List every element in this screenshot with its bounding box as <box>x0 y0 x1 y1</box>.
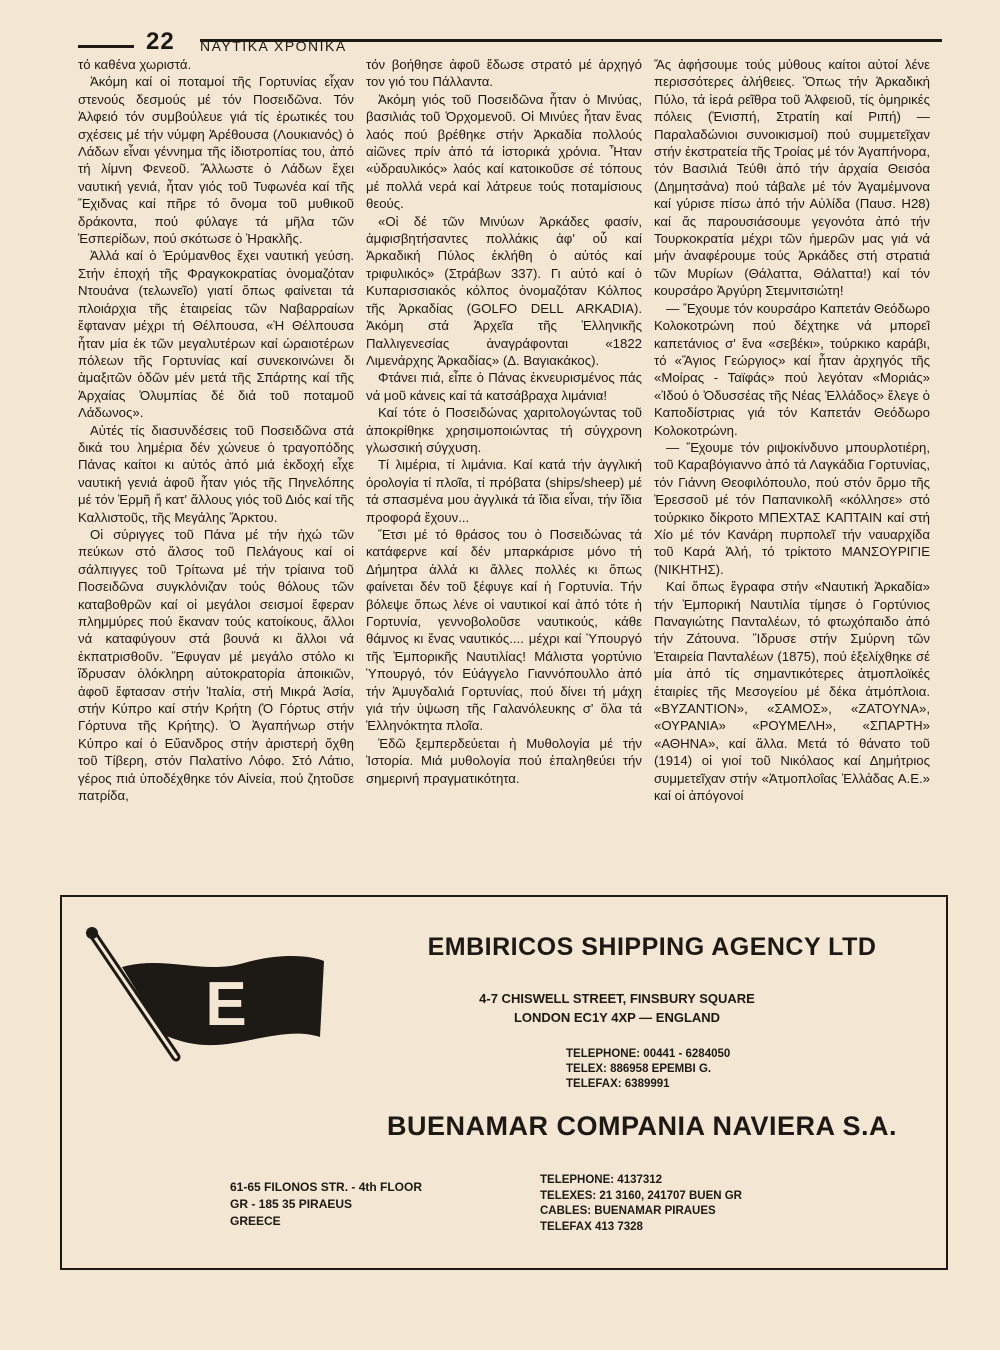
paragraph: Αὐτές τίς διασυνδέσεις τοῦ Ποσειδῶνα στά δικά του λημέρια δέν χώνευε ὁ τραγοπόδης Πάνας καίτοι κι αὐτός ἀπό μιά ἐκδοχή εἶχε ναυτική γενιά ἀφοῦ ἦταν γιός τῆς Πηνελόπης μέ τόν Ἑρμῆ ἤ κατ' ἄλλους γιός τοῦ Διός καί τῆς Καλλιστοῦς, τῆς Μεγάλης Ἄρκτου. <box>78 422 354 525</box>
paragraph: Ἀκόμη καί οἱ ποταμοί τῆς Γορτυνίας εἶχαν στενούς δεσμούς μέ τόν Ποσειδῶνα. Τόν Ἀλφειό τόν συμβούλευε γιά τίς ἐρωτικές του σχέσεις μέ τήν νύμφη Ἀρέθουσα (Λουκιανός) ὁ Λάδων εἶναι γέννημα τῆς ἰδιοτροπίας του, ἀπό τή λίμνη Φενεοῦ. Ἄλλωστε ὁ Λάδων ἔχει ναυτική γενιά, ἦταν γιός τοῦ Τυφωνέα καί τῆς Ἔχιδνας καί πῆρε τό ὄνομα τοῦ μυθικοῦ δράκοντα, πού φύλαγε τά μῆλα τῶν Ἑσπερίδων, πού σκότωσε ὁ Ἡρακλῆς. <box>78 74 354 247</box>
header-rule-left <box>78 45 134 48</box>
paragraph: Φτάνει πιά, εἶπε ὁ Πάνας ἐκνευρισμένος πάς νά μοῦ κάνεις καί τά κατσάβραχα λιμάνια! <box>366 370 642 403</box>
contact-block-buenamar <box>540 1173 920 1235</box>
contact-block-embiricos <box>566 1047 866 1092</box>
contact-line: TELEPHONE: 00441 - 6284050 <box>566 1048 731 1060</box>
paragraph: Καί ὅπως ἔγραφα στήν «Ναυτική Ἀρκαδία» τήν Ἐμπορική Ναυτιλία τίμησε ὁ Γορτύνιος Παναγιώτης Πανταλέων, τό φτωχόπαιδο ἀπό τήν Ζάτουνα. Ἵδρυσε στήν Σμύρνη τῶν Ἑταιρεία Πανταλέων (1875), πού ἐξελίχθηκε σέ μία ἀπό τίς σημαντικότερες ἀτμοπλοϊκές ἑταιρίες τῆς Μεσογείου μέ δέκα ἀτμόπλοια. «ΒΥΖΑΝΤΙΟΝ», «ΣΑΜΟΣ», «ΖΑΤΟΥΝΑ», «ΟΥΡΑΝΙΑ» «ΡΟΥΜΕΛΗ», «ΣΠΑΡΤΗ» «ΑΘΗΝΑ», καί ἄλλα. Μετά τό θάνατο τοῦ (1914) οἱ γιοί τοῦ Νικόλαος καί Δημήτριος συμμετεῖχαν στήν «Ἀτμοπλοΐας Ἑλλάδας Α.Ε.» καί οἱ ἀπόγονοί <box>654 579 930 804</box>
flag-logo-icon <box>84 925 334 1065</box>
address-line: GREECE <box>230 1214 281 1228</box>
paragraph: τόν βοήθησε ἀφοῦ ἔδωσε στρατό μέ ἀρχηγό τον γιό του Πάλλαντα. <box>366 57 642 90</box>
paragraph: Ἐδῶ ξεμπερδεύεται ἡ Μυθολογία μέ τήν Ἱστορία. Μιά μυθολογία πού ἐπαληθεύει τήν σημερινή πραγματικότητα. <box>366 735 642 786</box>
contact-line: TELEFAX: 6389991 <box>566 1078 670 1090</box>
paragraph: Ἀκόμη γιός τοῦ Ποσειδῶνα ἦταν ὁ Μινύας, βασιλιάς τοῦ Ὀρχομενοῦ. Οἱ Μινύες ἦταν ἕνας λαός πού βρέθηκε στήν Ἀρκαδία πολλούς αἰῶνες πρίν ἀπό τά ἱστορικά χρόνια. Ἦταν «ὑδραυλικός» λαός καί κατοικοῦσε σέ τόπους μέ πολλά νερά καί λάτρευε τούς ποταμίσιους θεούς. <box>366 91 642 212</box>
flag-letter: E <box>205 970 247 1039</box>
article-body <box>78 56 942 892</box>
page-number: 22 <box>146 28 175 55</box>
contact-line: CABLES: BUENAMAR PIRAUES <box>540 1205 716 1217</box>
paragraph: Ἄς ἀφήσουμε τούς μύθους καίτοι αὐτοί λένε περισσότερες ἀλήθειες. Ὅπως τήν Ἀρκαδική Πύλο, τά ἱερά ρεῖθρα τοῦ Ἀλφειοῦ, τίς ὁμηρικές πόλεις (Ἐνισπή, Στρατίη καί Ριπή) — Παραλαδώνιοι συνοικισμοί) πού συμμετεῖχαν στήν ἐκστρατεία τῆς Τροίας μέ τόν Ἀγαπήνορα, τόν Βασιλιά Τεύθι ἀπό τήν ἀρχαία Θεισόα (Δημητσάνα) πού τάβαλε μέ τόν Ἀγαμέμνονα καί γύρισε πίσω ἀπό τήν Αὐλίδα (Παυσ. Η28) καί ἄς παρουσιάσουμε γεγονότα ἀπό τήν Τουρκοκρατία μέχρι τῶν ἡμερῶν μας γιά νά μήν ἀναφέρουμε τούς Ἀρκάδες στή στρατιά τῶν Μυρίων (Θάλαττα, Θάλαττα!) καί τόν κουρσάρο Ἀργύρη Στεμνιτσιώτη! <box>654 57 930 299</box>
contact-line: TELEX: 886958 EPEMBI G. <box>566 1063 712 1075</box>
paragraph: «Οἱ δέ τῶν Μινύων Ἀρκάδες φασίν, ἀμφισβητήσαντες πολλάκις ἀφ' οὗ καί Ἀρκαδική Πύλος ἐκλήθη ὁ αὐτός καί τριφυλικός» (Στράβων 337). Γι αὐτό καί ὁ Κυπαρισσιακός κόλπος ὀνομαζόταν Κόλπος τῆς Ἀρκαδίας (GOLFO DELL ARKADIA). Ἀκόμη στά Ἀρχεῖα τῆς Ἑλληνικῆς Παλλιγενεσίας ἀναγράφονται «1822 Λιμενάρχης Ἀρκαδίας» (Δ. Βαγιακάκος). <box>366 213 642 368</box>
contact-line: TELEFAX 413 7328 <box>540 1220 643 1233</box>
address-line: 61-65 FILONOS STR. - 4th FLOOR <box>230 1180 423 1194</box>
paragraph: — Ἔχουμε τόν κουρσάρο Καπετάν Θεόδωρο Κολοκοτρώνη πού δέχτηκε νά μπορεῖ καπετάνιος σ' ἕνα «σεβέκι», τούρκικο καράβι, τό «Ἅγιος Γεώργιος» καί ἦταν ἀρχηγός τῆς «Μοίρας - Ταϊφάς» πού λεγόταν «Μοριάς» «Ἰδού ὁ Ὀδυσσέας τῆς Νέας Ἑλλάδος» ἔλεγε ὁ Καποδίστριας γιά τόν Καπετάν Θεόδωρο Κολοκοτρώνη. <box>654 300 930 438</box>
publication-title: ΝΑΥΤΙΚΑ ΧΡΟΝΙΚΑ <box>200 38 347 54</box>
address-block-buenamar <box>230 1179 480 1230</box>
advertisement-box <box>60 895 948 1270</box>
contact-line: TELEPHONE: 4137312 <box>540 1174 663 1186</box>
paragraph: τό καθένα χωριστά. <box>78 57 192 72</box>
article-column-2 <box>366 56 642 892</box>
company-name-embiricos: EMBIRICOS SHIPPING AGENCY LTD <box>427 933 877 961</box>
paragraph: Οἱ σύριγγες τοῦ Πάνα μέ τήν ἠχώ τῶν πεύκων στό ἄλσος τοῦ Πελάγους καί οἱ σάλπιγγες τοῦ Τρίτωνα μέ τήν τρίαινα τοῦ Ποσειδῶνα συγκλόνιζαν τούς θόλους τῶν καταβοθρῶν καί οἱ μεγάλοι σεισμοί ἔφεραν πλημμύρες πού ἔκαναν τούς κατοίκους, ἄλλοι νά καταφύγουν στά βουνά κι ἄλλοι νά ἐκπατρισθοῦν. Ἔφυγαν μέ μεγάλο στόλο κι ἵδρυσαν ὁλόκληρη αὐτοκρατορία ἀποικιῶν, ἀφοῦ ἔφτασαν στήν Ἰταλία, στή Μικρά Ἀσία, στήν Κύπρο καί στήν Κρήτη (Ὁ Γόρτυς στήν Γόρτυνα τῆς Κρήτης). Ὁ Ἀγαπήνωρ στήν Κύπρο καί ὁ Εὔανδρος στήν ἀριστερή ὄχθη τοῦ Τίβερη, στόν Παλατίνο Λόφο. Στό Λάτιο, γέρος πιά ὑποδέχθηκε τόν Αἰνεία, πού ζητοῦσε πατρίδα, <box>78 526 354 804</box>
paragraph: — Ἔχουμε τόν ριψοκίνδυνο μπουρλοτιέρη, τοῦ Καραβόγιαννο ἀπό τά Λαγκάδια Γορτυνίας, τόν Γιάννη Θεοφιλόπουλο, πού στόν ὅρμο τῆς Ἐρεσσοῦ μέ τόν Παπανικολῆ «κόλλησε» στό τούρκικο δίκροτο ΜΠΕΧΤΑΣ ΚΑΠΤΑΙΝ καί στή Χίο μέ τόν Κανάρη πυρπολεῖ τήν ναυαρχίδα τοῦ Καρά Ἀλή, τό τρίκτοτο ΜΑΝΣΟΥΡΙΓΙΕ (ΝΙΚΗΤΗΣ). <box>654 439 930 577</box>
paragraph: Καί τότε ὁ Ποσειδώνας χαριτολογώντας τοῦ ἀποκρίθηκε χρησιμοποιώντας τή σύγχρονη γλωσσική σύγχυση. <box>366 405 642 455</box>
paragraph: Ἀλλά καί ὁ Ἐρύμανθος ἔχει ναυτική γεύση. Στήν ἐποχή τῆς Φραγκοκρατίας ὀνομαζόταν Ντουάνα (τελωνεῖο) γιατί ὅπως φαίνεται τά πλοιάρχια τῆς ἑταιρείας τῶν Ναβαρραίων ἔφταναν μέχρι τή Θέλπουσα, «Ἡ Θέλπουσα ἦταν μία ἐκ τῶν μεγαλυτέρων καί ὡραιοτέρων πόλεων τῆς Γορτυνίας καί συνεκοινώνει δι ἁμαξιτῶν ὁδῶν μέν μετά τῆς Σπάρτης καί τῆς Ἀρχαίας Ὀλυμπίας δέ διά τοῦ ποταμοῦ Λάδωνος». <box>78 248 354 421</box>
paragraph: Τί λιμέρια, τί λιμάνια. Καί κατά τήν ἀγγλική ὁρολογία τί πλοῖα, τί πρόβατα (ships/sheep) μέ τά σπασμένα μου ἀγγλικά τά ἴδια εἶναι, τήν ἴδια προφορά ἔχουν... <box>366 457 642 525</box>
article-column-3 <box>654 56 930 892</box>
address-line: LONDON EC1Y 4XP — ENGLAND <box>513 1010 721 1025</box>
paragraph: Ἔτσι μέ τό θράσος του ὁ Ποσειδώνας τά κατάφερνε καί δέν μπαρκάρισε μόνο τή Δήμητρα ἀλλά κι ἄλλες πολλές κι ὅπως φαίνεται δέν τοῦ ξέφυγε καί ἡ Γορτυνία. Τήν βόλεψε ὅπως λένε οἱ ναυτικοί καί ἀπό τότε ἡ Γορτυνία, γεννοβολοῦσε ναυτικούς, κάθε θάμνος κι ἕνας ναυτικός.... μέχρι καί Ὑπουργό τῆς Ἐμπορικῆς Ναυτιλίας! Μάλιστα γορτύνιο Ὑπουργό, τόν Εὐάγγελο Γιαννόπουλλο ἀπό τήν Ἀμυγδαλιά Γορτυνίας, πού δίνει τή μάχη γιά τήν ὑψωση τῆς Γαλανόλευκης σ' ὅλα τά Ἑλληνόκτητα πλοῖα. <box>366 526 642 734</box>
address-line: GR - 185 35 PIRAEUS <box>230 1197 353 1211</box>
address-block-embiricos <box>412 989 822 1027</box>
article-column-1 <box>78 56 354 892</box>
address-line: 4-7 CHISWELL STREET, FINSBURY SQUARE <box>479 991 755 1006</box>
contact-line: TELEXES: 21 3160, 241707 BUEN GR <box>540 1189 742 1202</box>
company-name-buenamar: BUENAMAR COMPANIA NAVIERA S.A. <box>386 1111 897 1141</box>
